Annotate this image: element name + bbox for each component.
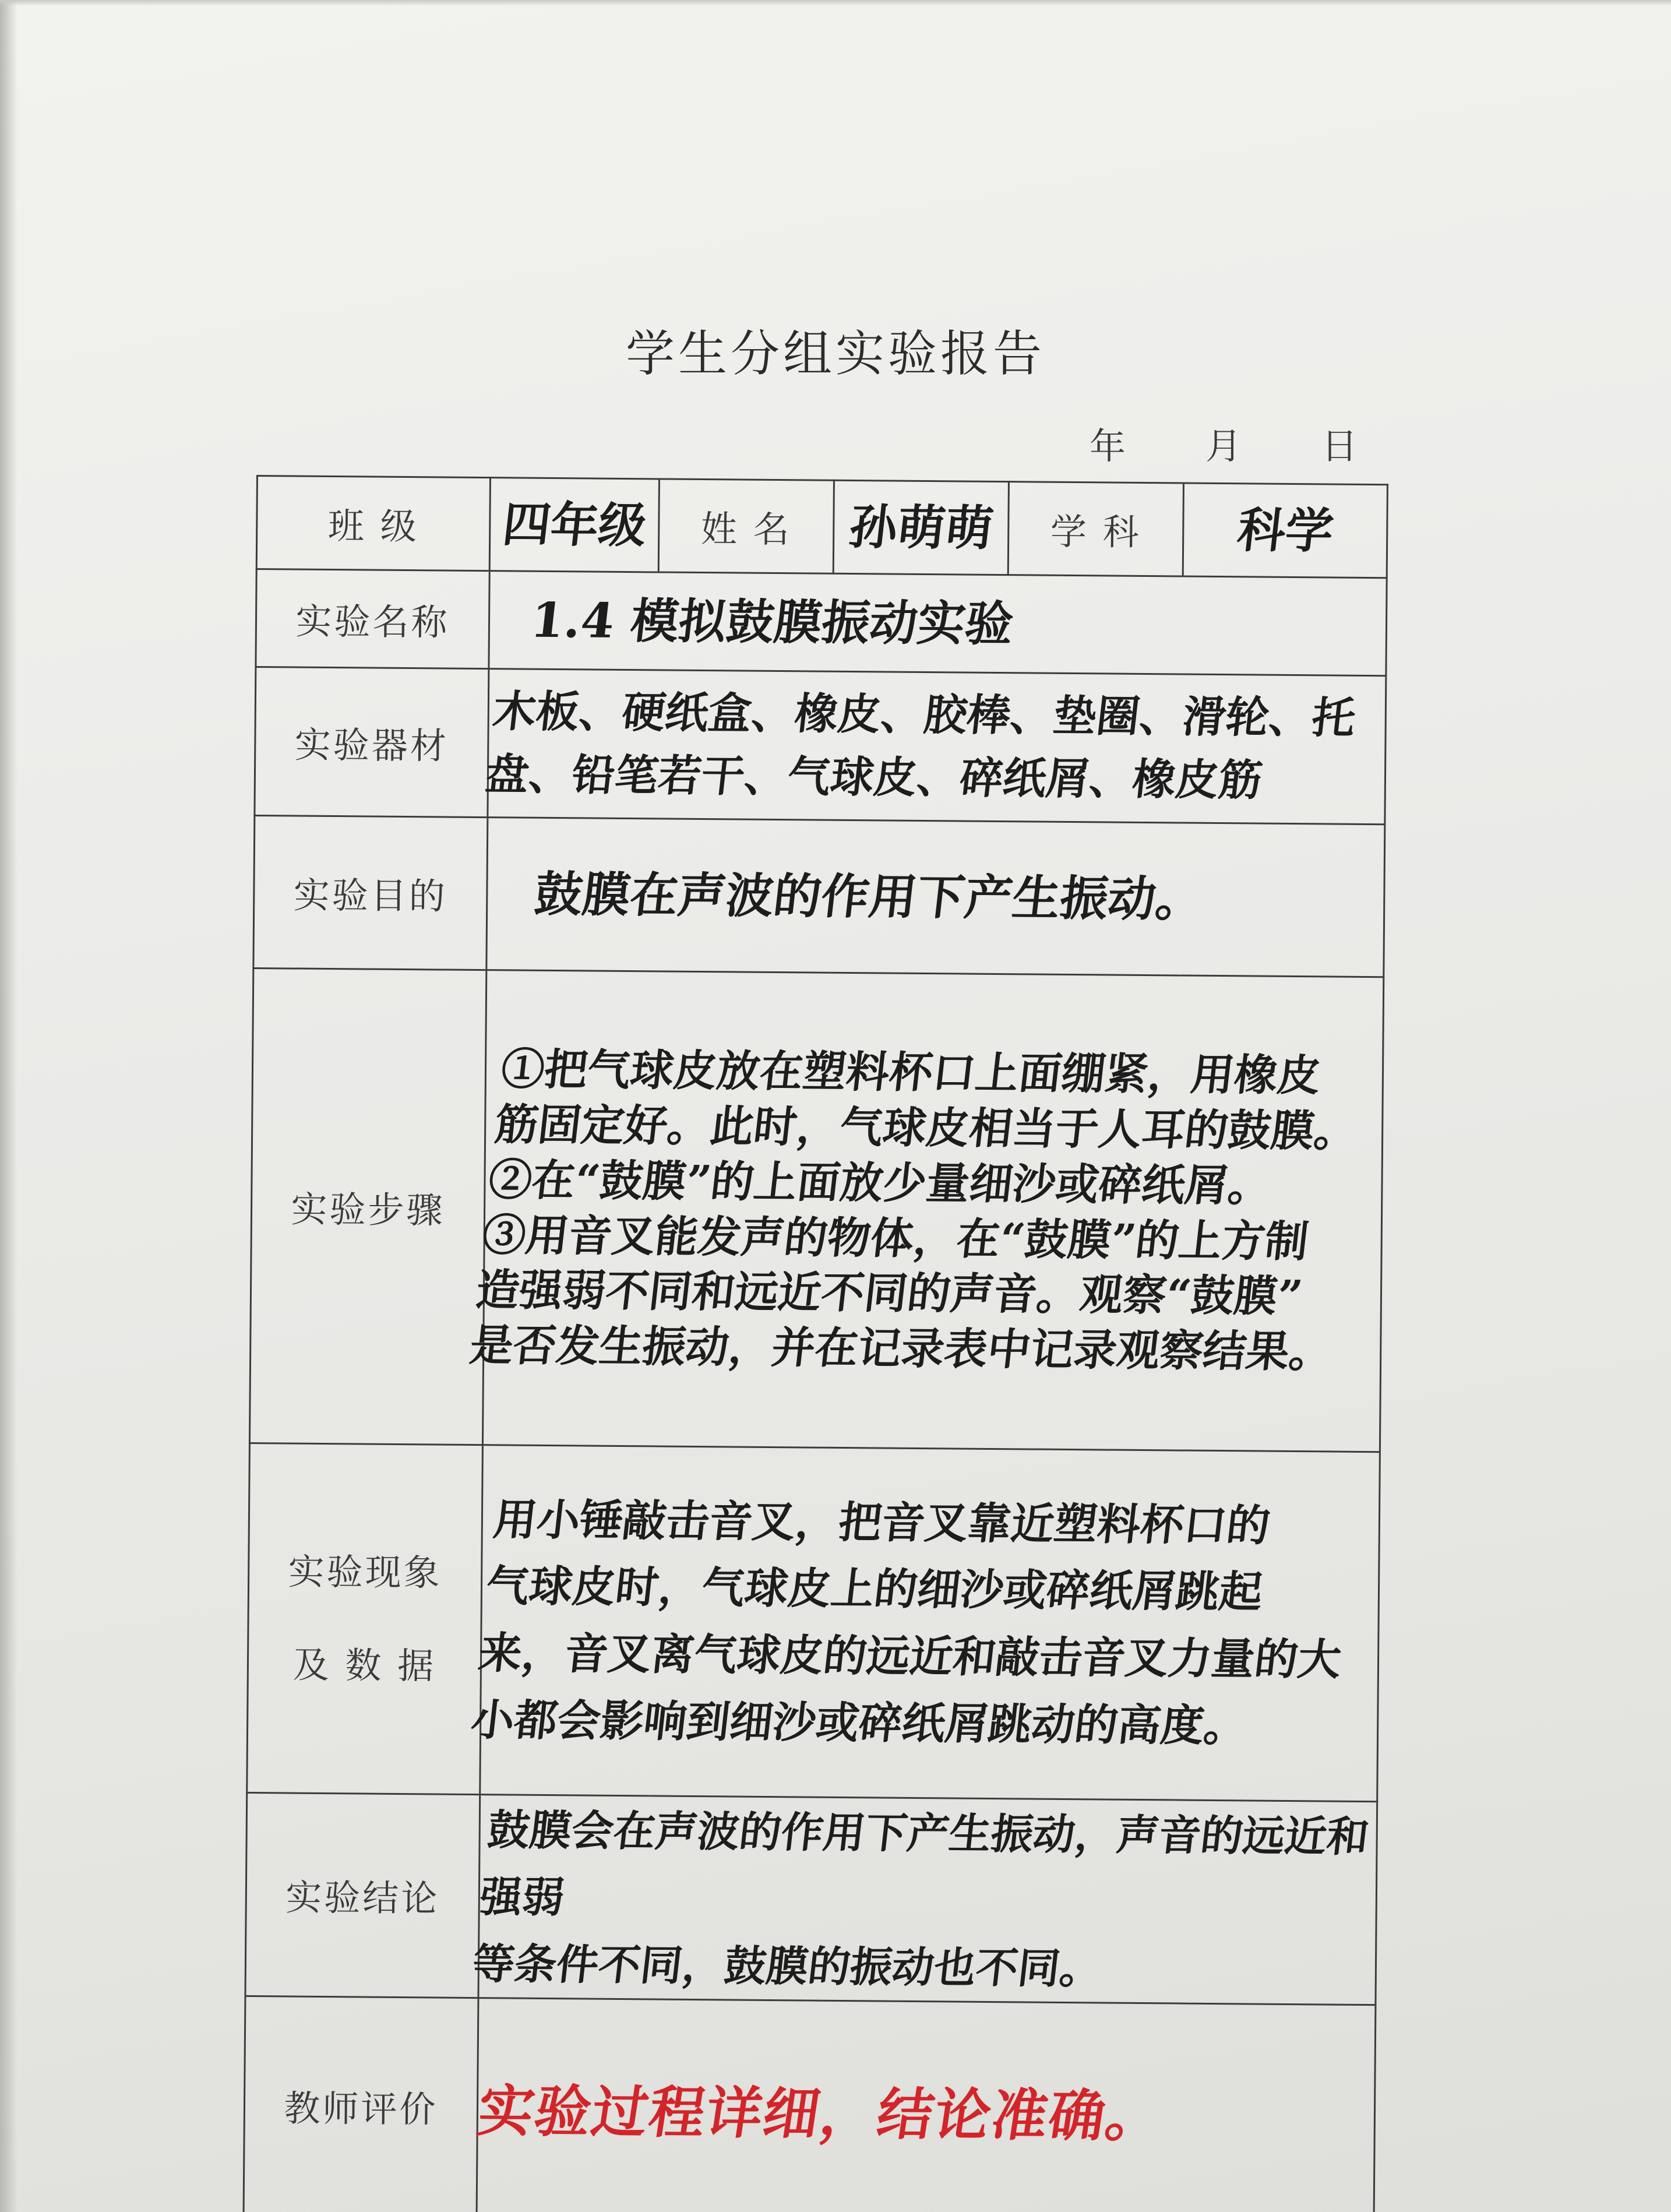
date-day-label: 日 <box>1321 425 1358 467</box>
phenomena-line: 小都会影响到细沙或碎纸屑跳动的高度。 <box>468 1695 1250 1751</box>
steps-label: 实验步骤 <box>249 968 486 1445</box>
paper-top-edge <box>0 0 1671 6</box>
table-row-equipment <box>255 667 1386 825</box>
date-line <box>1090 417 1358 469</box>
steps-line: 造强弱不同和远近不同的声音。观察“鼓膜” <box>473 1264 1305 1322</box>
steps-line: ①把气球皮放在塑料杯口上面绷紧，用橡皮 <box>498 1044 1323 1101</box>
name-value: 孙萌萌 <box>829 480 1014 575</box>
equipment-value: 木板、硬纸盒、橡皮、胶棒、垫圈、滑轮、托盘、铅笔若干、气球皮、碎纸屑、橡皮筋 <box>480 669 1394 825</box>
steps-line: 筋固定好。此时，气球皮相当于人耳的鼓膜。 <box>492 1099 1360 1157</box>
table-row-header-info <box>256 476 1387 578</box>
table-row-purpose <box>253 815 1385 977</box>
table-row-experiment-name <box>256 569 1387 676</box>
phenomena-line: 气球皮时，气球皮上的细沙或碎纸屑跳起 <box>483 1561 1265 1618</box>
table-row-phenomena <box>247 1443 1380 1801</box>
phenomena-label-line: 实验现象 <box>288 1549 443 1594</box>
teacher-evaluation-value: 实验过程详细，结论准确。 <box>461 1998 1391 2212</box>
class-value: 四年级 <box>485 478 664 572</box>
experiment-name-label: 实验名称 <box>256 569 489 669</box>
steps-line: ②在“鼓膜”的上面放少量细沙或碎纸屑。 <box>485 1154 1274 1211</box>
table-row-evaluation <box>244 1996 1376 2212</box>
conclusion-line: 等条件不同，鼓膜的振动也不同。 <box>470 1938 1105 1993</box>
phenomena-label-line: 及 数 据 <box>292 1643 436 1687</box>
phenomena-line: 来，音叉离气球皮的远近和敲击音叉力量的大 <box>475 1628 1344 1685</box>
purpose-value: 鼓膜在声波的作用下产生振动。 <box>478 818 1393 977</box>
evaluation-label: 教师评价 <box>244 1996 478 2212</box>
conclusion-label: 实验结论 <box>245 1792 480 1998</box>
date-year-label: 年 <box>1090 425 1126 467</box>
purpose-label: 实验目的 <box>253 815 488 970</box>
subject-label: 学 科 <box>1008 482 1183 576</box>
class-label: 班 级 <box>256 476 490 571</box>
report-title: 学生分组实验报告 <box>625 325 1045 382</box>
phenomena-line: 用小锤敲击音叉，把音叉靠近塑料杯口的 <box>491 1494 1272 1551</box>
subject-value: 科学 <box>1178 483 1392 578</box>
phenomena-label <box>247 1443 483 1794</box>
table-row-conclusion <box>245 1792 1377 2005</box>
date-month-label: 月 <box>1205 425 1242 467</box>
equipment-label: 实验器材 <box>255 667 489 818</box>
conclusion-content <box>468 1795 1388 2005</box>
experiment-name-value: 1.4 模拟鼓膜振动实验 <box>484 571 1392 676</box>
name-label: 姓 名 <box>658 479 834 573</box>
steps-content <box>458 970 1409 1452</box>
steps-line: ③用音叉能发声的物体，在“鼓膜”的上方制 <box>479 1210 1311 1267</box>
table-row-steps <box>249 968 1383 1452</box>
conclusion-line: 鼓膜会在声波的作用下产生振动，声音的远近和强弱 <box>477 1804 1372 1922</box>
steps-line: 是否发生振动，并在记录表中记录观察结果。 <box>467 1320 1335 1377</box>
report-form-table <box>243 475 1388 2212</box>
phenomena-content <box>461 1445 1398 1802</box>
